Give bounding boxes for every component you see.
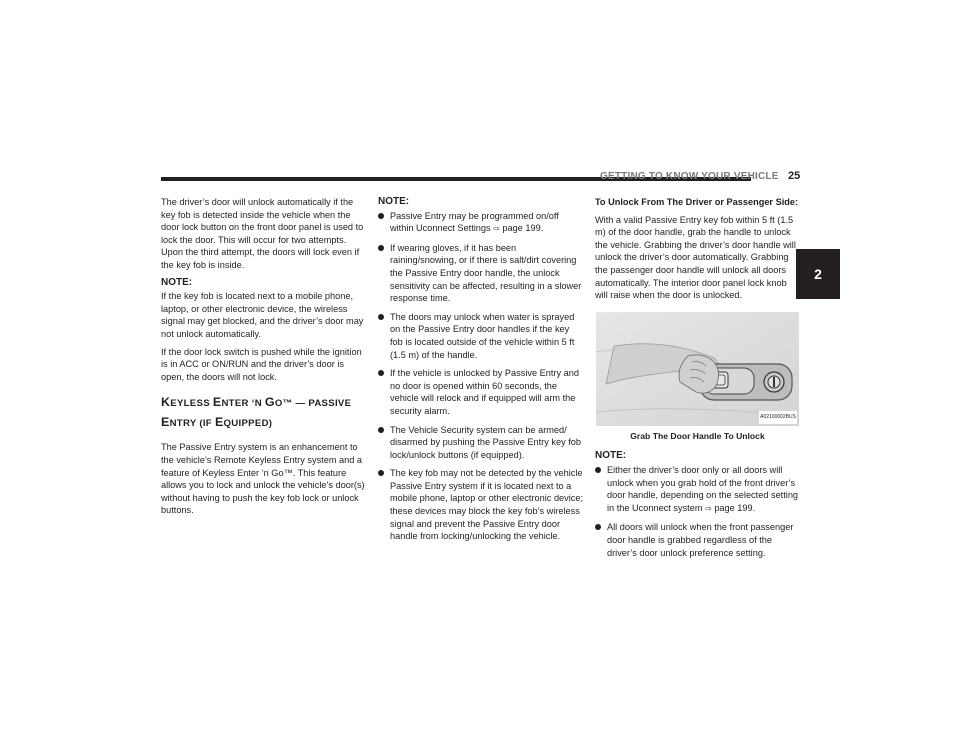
- page-reference-arrow-icon: ⇨: [493, 224, 500, 234]
- page-reference-link[interactable]: page 199.: [711, 502, 756, 513]
- figure-caption: Grab The Door Handle To Unlock: [630, 430, 765, 441]
- bullet-icon: [378, 370, 384, 376]
- section-body: The Passive Entry system is an enhancement to the vehicle’s Remote Keyless Entry system and a feature of Keyless Enter ‘n Go™. This feature allows you to lock and unlock the vehicle’s door(s) without having to push the key fob lock or unlock buttons.: [161, 442, 365, 516]
- note-label: NOTE:: [161, 276, 193, 288]
- note-paragraph: If the key fob is located next to a mobile phone, laptop, or other electronic device, the wireless signal may get blocked, and the driver’s door may not unlock automatically.: [161, 291, 364, 339]
- list-item: Either the driver’s door only or all doors will unlock when you grab hold of the front driver’s door handle, depending on the selected setting in the Uconnect system ⇨ page 199.: [595, 464, 800, 515]
- list-item: The key fob may not be detected by the vehicle Passive Entry system if it is located next to a mobile phone, laptop or other electronic device; these devices may block the key fob’s wireless signal and prevent the Passive Entry door handle from locking/unlocking the vehicle.: [378, 467, 584, 543]
- list-item: If the vehicle is unlocked by Passive Entry and no door is opened within 60 seconds, the vehicle will relock and if equipped will arm the security alarm.: [378, 367, 584, 417]
- note-label: NOTE:: [595, 450, 627, 462]
- column-right: [595, 196, 800, 565]
- column-left: [161, 196, 366, 522]
- subheading: To Unlock From The Driver or Passenger Side:: [595, 197, 799, 207]
- bullet-icon: [595, 467, 601, 473]
- list-item: All doors will unlock when the front passenger door handle is grabbed regardless of the driver’s door unlock preference setting.: [595, 521, 800, 559]
- bullet-icon: [378, 245, 384, 251]
- note-label: NOTE:: [378, 196, 410, 207]
- page-reference-link[interactable]: page 199.: [499, 223, 544, 234]
- unlock-paragraph: With a valid Passive Entry key fob within 5 ft (1.5 m) of the door handle, grab the handle to unlock the vehicle. Grabbing the driver’s door handle will unlock the driver’s door automatically. Grabbing the passenger door handle will unlock all doors automatically. The interior door panel lock knob will raise when the door is unlocked.: [595, 214, 796, 301]
- list-item: Passive Entry may be programmed on/off within Uconnect Settings ⇨ page 199.: [378, 210, 584, 236]
- page-number: 25: [788, 170, 801, 182]
- column-middle: [378, 196, 584, 549]
- bullet-icon: [595, 524, 601, 530]
- door-handle-illustration: [596, 312, 799, 426]
- figure-id: A02100002BUS: [759, 411, 797, 424]
- chapter-tab-number: 2: [814, 266, 822, 282]
- section-heading: KEYLESS ENTER ‘N GO™ — PASSIVE ENTRY (IF EQUIPPED): [161, 395, 352, 430]
- chapter-tab[interactable]: [796, 249, 840, 299]
- note-bullet-list: [595, 464, 800, 559]
- list-item: If wearing gloves, if it has been raining/snowing, or if there is salt/dirt covering the Passive Entry door handle, the unlock sensitivity can be affected, resulting in a slower response time.: [378, 242, 584, 305]
- bullet-icon: [378, 427, 384, 433]
- list-item: The doors may unlock when water is sprayed on the Passive Entry door handles if the key fob is located outside of the vehicle within 5 ft (1.5 m) of the handle.: [378, 311, 584, 361]
- note-paragraph: If the door lock switch is pushed while the ignition is in ACC or ON/RUN and the driver’s door is open, the doors will not lock.: [161, 346, 362, 382]
- bullet-icon: [378, 470, 384, 476]
- page-reference-arrow-icon: ⇨: [705, 503, 712, 513]
- door-handle-figure: [596, 312, 799, 426]
- chapter-title: GETTING TO KNOW YOUR VEHICLE: [600, 171, 779, 182]
- note-bullet-list: [378, 210, 584, 543]
- bullet-icon: [378, 314, 384, 320]
- bullet-icon: [378, 213, 384, 219]
- intro-paragraph: The driver’s door will unlock automatically if the key fob is detected inside the vehicle when the door lock button on the front door panel is used to lock the door. This will occur for two attempts. Upon the third attempt, the doors will lock even if the key fob is inside.: [161, 197, 364, 270]
- list-item: The Vehicle Security system can be armed/ disarmed by pushing the Passive Entry key fob lock/unlock buttons (if equipped).: [378, 424, 584, 462]
